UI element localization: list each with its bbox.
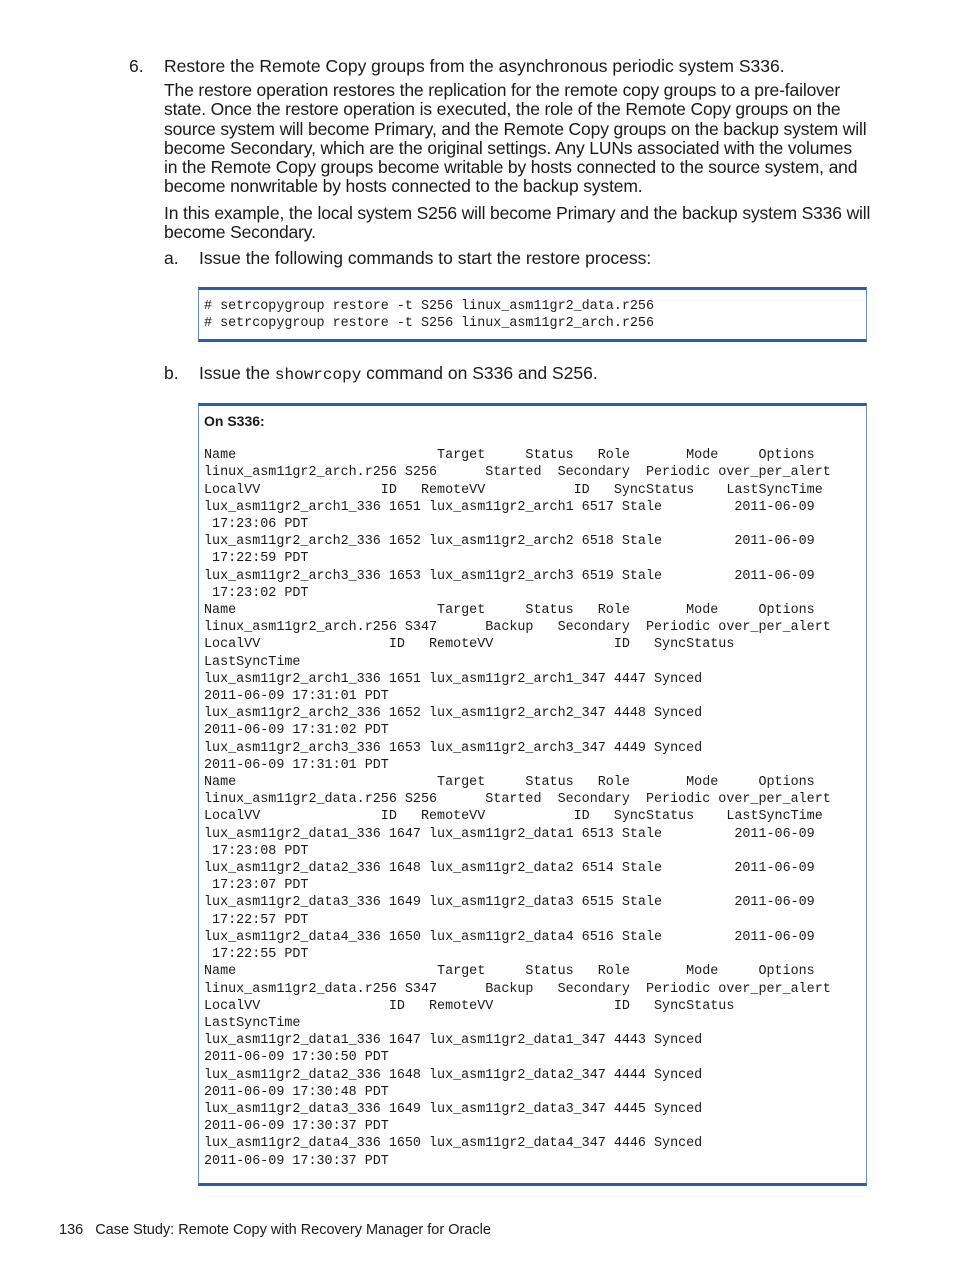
output-line: linux_asm11gr2_arch.r256 S256 Started Secondary Periodic over_per_alert bbox=[204, 465, 831, 481]
paragraph-line: In this example, the local system S256 will become Primary and the backup system S336 will bbox=[164, 203, 871, 223]
paragraph-line: become Secondary. bbox=[164, 222, 316, 243]
output-line: lux_asm11gr2_arch2_336 1652 lux_asm11gr2_arch2_347 4448 Synced bbox=[204, 706, 703, 722]
output-line: LastSyncTime bbox=[204, 654, 301, 670]
substep-label: b. bbox=[164, 363, 179, 383]
substep-text bbox=[199, 362, 598, 386]
output-line: lux_asm11gr2_data3_336 1649 lux_asm11gr2_data3_347 4445 Synced bbox=[204, 1101, 703, 1117]
output-box-heading: On S336: bbox=[204, 413, 265, 429]
restore-description-paragraph bbox=[164, 81, 884, 197]
output-line: lux_asm11gr2_data4_336 1650 lux_asm11gr2_data4 6516 Stale 2011-06-09 bbox=[204, 929, 815, 945]
output-line: 17:23:07 PDT bbox=[204, 878, 309, 894]
code-line: # setrcopygroup restore -t S256 linux_asm11gr2_arch.r256 bbox=[204, 316, 654, 332]
output-line: 17:22:57 PDT bbox=[204, 912, 309, 928]
output-line: lux_asm11gr2_data3_336 1649 lux_asm11gr2_data3 6515 Stale 2011-06-09 bbox=[204, 895, 815, 911]
output-line: lux_asm11gr2_data1_336 1647 lux_asm11gr2_data1_347 4443 Synced bbox=[204, 1033, 703, 1049]
output-line: lux_asm11gr2_arch1_336 1651 lux_asm11gr2_arch1 6517 Stale 2011-06-09 bbox=[204, 499, 815, 515]
command-name: showrcopy bbox=[274, 366, 362, 384]
output-line: 17:23:02 PDT bbox=[204, 585, 309, 601]
paragraph-line: in the Remote Copy groups become writable by hosts connected to the source system, and bbox=[164, 157, 858, 178]
output-line: lux_asm11gr2_arch3_336 1653 lux_asm11gr2_arch3_347 4449 Synced bbox=[204, 740, 703, 756]
step-heading: Restore the Remote Copy groups from the asynchronous periodic system S336. bbox=[164, 56, 785, 76]
paragraph-line: state. Once the restore operation is executed, the role of the Remote Copy groups on the bbox=[164, 99, 841, 120]
paragraph-line: The restore operation restores the replication for the remote copy groups to a pre-failover bbox=[164, 80, 841, 100]
output-line: 2011-06-09 17:30:37 PDT bbox=[204, 1153, 389, 1169]
output-line: lux_asm11gr2_arch3_336 1653 lux_asm11gr2_arch3 6519 Stale 2011-06-09 bbox=[204, 568, 815, 584]
showrcopy-output-box bbox=[198, 403, 867, 1186]
output-line: lux_asm11gr2_data2_336 1648 lux_asm11gr2_data2_347 4444 Synced bbox=[204, 1067, 703, 1083]
output-line: Name Target Status Role Mode Options bbox=[204, 603, 815, 619]
step-number: 6. bbox=[129, 56, 144, 76]
output-line: 17:22:59 PDT bbox=[204, 551, 309, 567]
substep-label: a. bbox=[164, 248, 179, 268]
output-line: Name Target Status Role Mode Options bbox=[204, 964, 815, 980]
code-line: # setrcopygroup restore -t S256 linux_asm11gr2_data.r256 bbox=[204, 299, 654, 314]
output-line: 2011-06-09 17:30:48 PDT bbox=[204, 1084, 389, 1100]
output-line: LocalVV ID RemoteVV ID SyncStatus LastSyncTime bbox=[204, 482, 823, 498]
substep-text-before: Issue the bbox=[199, 363, 275, 383]
output-line: 17:23:08 PDT bbox=[204, 843, 309, 859]
paragraph-line: become Secondary, which are the original settings. Any LUNs associated with the volumes bbox=[164, 137, 852, 158]
output-line: lux_asm11gr2_arch2_336 1652 lux_asm11gr2_arch2 6518 Stale 2011-06-09 bbox=[204, 534, 815, 550]
output-line: lux_asm11gr2_data4_336 1650 lux_asm11gr2_data4_347 4446 Synced bbox=[204, 1136, 703, 1152]
output-line: 17:23:06 PDT bbox=[204, 517, 309, 533]
chapter-title: Case Study: Remote Copy with Recovery Manager for Oracle bbox=[95, 1222, 491, 1238]
output-line: linux_asm11gr2_data.r256 S347 Backup Secondary Periodic over_per_alert bbox=[204, 981, 831, 997]
paragraph-line: become nonwritable by hosts connected to the backup system. bbox=[164, 176, 643, 197]
output-line: 2011-06-09 17:30:50 PDT bbox=[204, 1050, 389, 1066]
example-paragraph bbox=[164, 204, 884, 243]
output-line: LocalVV ID RemoteVV ID SyncStatus bbox=[204, 637, 735, 653]
output-line: LocalVV ID RemoteVV ID SyncStatus LastSyncTime bbox=[204, 809, 823, 825]
output-line: Name Target Status Role Mode Options bbox=[204, 775, 815, 791]
output-line: linux_asm11gr2_data.r256 S256 Started Secondary Periodic over_per_alert bbox=[204, 792, 831, 808]
restore-commands-code-box bbox=[198, 287, 867, 342]
output-line: Name Target Status Role Mode Options bbox=[204, 448, 815, 464]
page-number: 136 bbox=[59, 1222, 84, 1238]
output-line: LastSyncTime bbox=[204, 1015, 301, 1031]
output-line: 2011-06-09 17:30:37 PDT bbox=[204, 1119, 389, 1135]
paragraph-line: source system will become Primary, and the Remote Copy groups on the backup system will bbox=[164, 118, 867, 139]
output-line: LocalVV ID RemoteVV ID SyncStatus bbox=[204, 998, 735, 1014]
page-footer bbox=[59, 1222, 491, 1238]
output-line: 2011-06-09 17:31:02 PDT bbox=[204, 723, 389, 739]
output-line: 2011-06-09 17:31:01 PDT bbox=[204, 689, 389, 705]
output-line: linux_asm11gr2_arch.r256 S347 Backup Secondary Periodic over_per_alert bbox=[204, 620, 831, 636]
substep-text-after: command on S336 and S256. bbox=[361, 363, 598, 383]
output-line: 17:22:55 PDT bbox=[204, 947, 309, 963]
command-output bbox=[199, 430, 866, 1170]
output-line: lux_asm11gr2_data1_336 1647 lux_asm11gr2_data1 6513 Stale 2011-06-09 bbox=[204, 826, 815, 842]
output-line: 2011-06-09 17:31:01 PDT bbox=[204, 757, 389, 773]
substep-text: Issue the following commands to start the restore process: bbox=[199, 248, 652, 268]
output-line: lux_asm11gr2_arch1_336 1651 lux_asm11gr2_arch1_347 4447 Synced bbox=[204, 671, 703, 687]
output-line: lux_asm11gr2_data2_336 1648 lux_asm11gr2_data2 6514 Stale 2011-06-09 bbox=[204, 861, 815, 877]
